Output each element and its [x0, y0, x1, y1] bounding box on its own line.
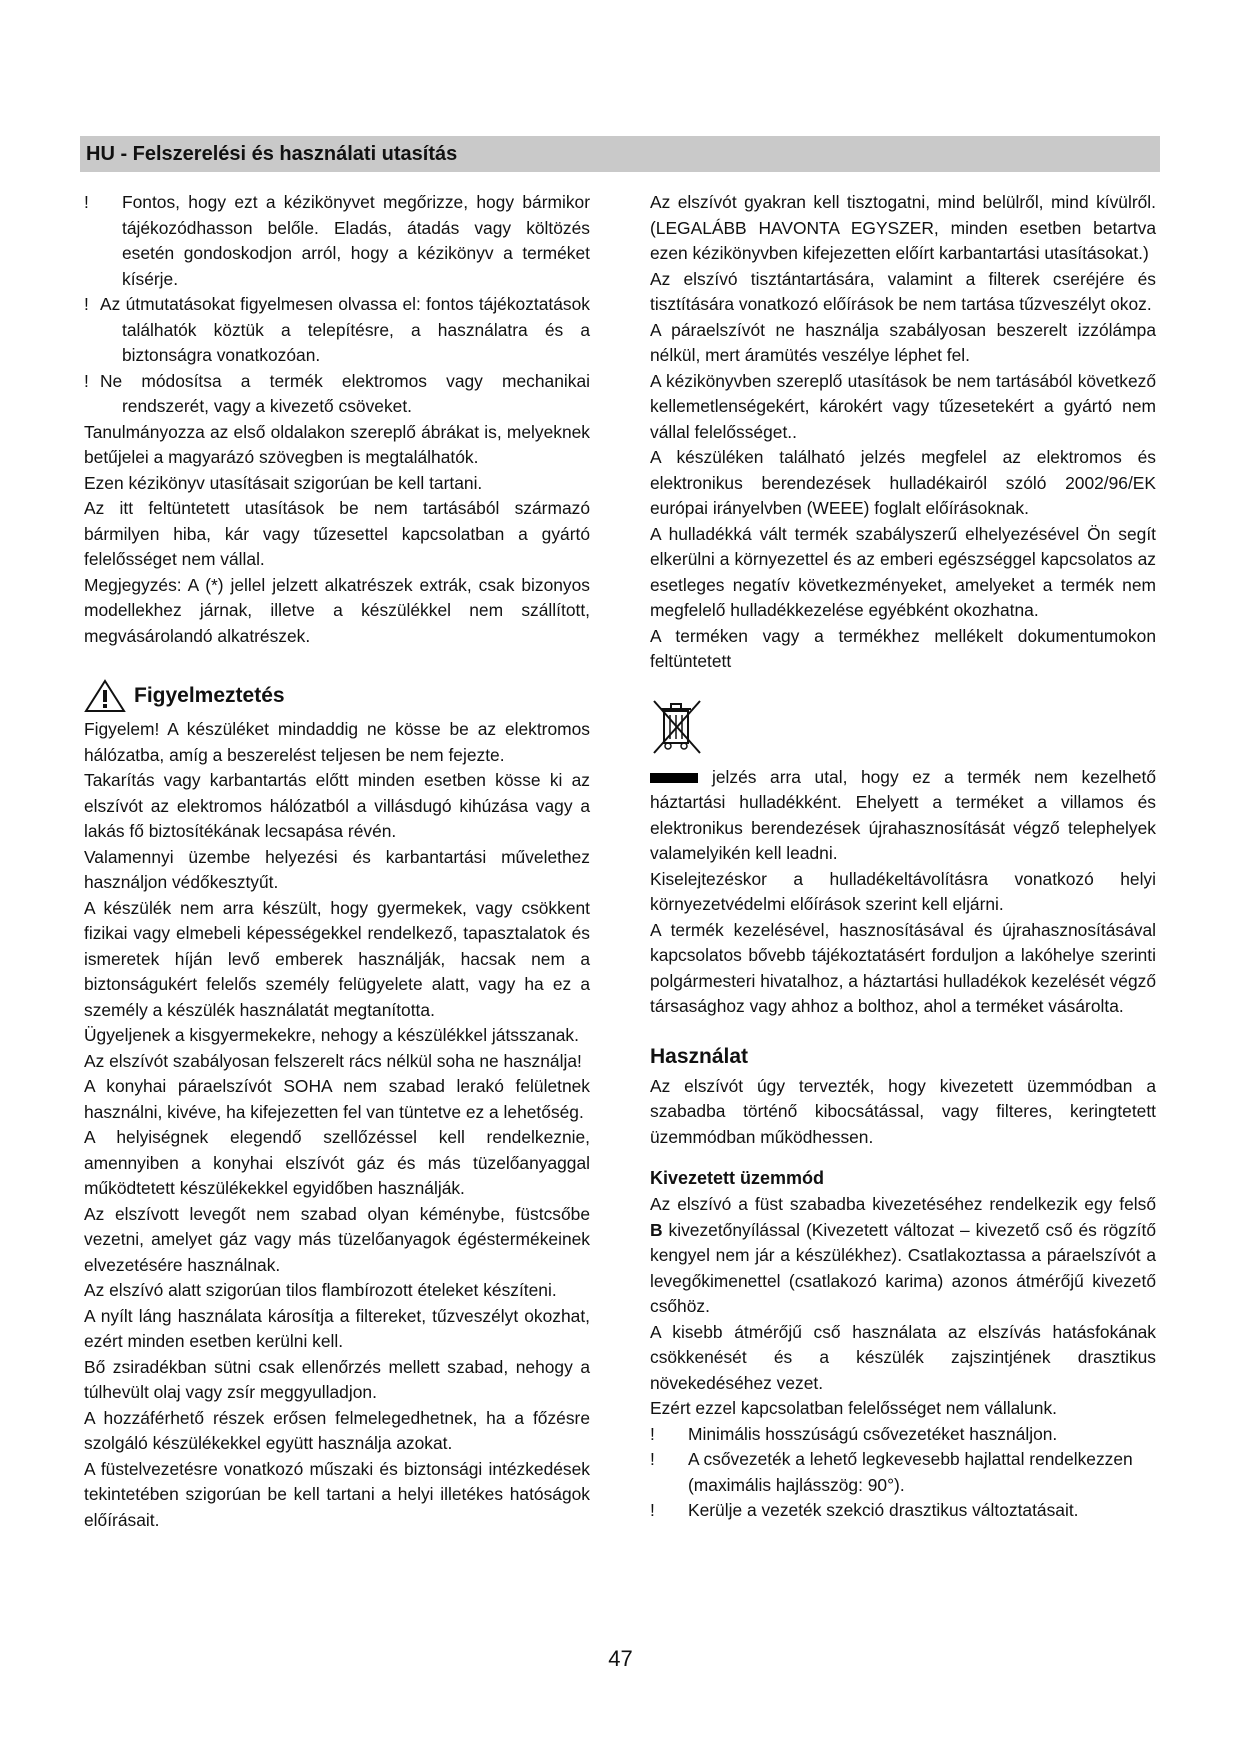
- paragraph: Ügyeljenek a kisgyermekekre, nehogy a készülékkel játsszanak.: [84, 1025, 579, 1045]
- paragraph: A helyiségnek elegendő szellőzéssel kell rendelkeznie, amennyiben a konyhai elszívót gáz és más tüzelőanyaggal működtetett készülékekkel egyidőben használják.: [84, 1127, 590, 1198]
- paragraph: A termék kezelésével, hasznosításával és újrahasznosításával kapcsolatos bővebb tájékoztatásért forduljon a lakóhelye szerinti polgármesteri hivatalhoz, a háztartási hulladékok kezelését végző társasághoz vagy ahhoz a bolthoz, ahol a terméket vásárolta.: [650, 919, 1156, 1016]
- ducted-post: kivezetőnyílással (Kivezetett változat – kivezető cső és rögzítő kengyel nem jár a készülékhez). Csatlakoztassa a páraelszívót a levegőkimenettel (csatlakozó karima) azonos átmérőjű kivezető csőhöz.: [650, 1219, 1156, 1316]
- usage-heading: Használat: [650, 1044, 749, 1068]
- paragraph: Az elszívó tisztántartására, valamint a filterek cseréjére és tisztítására vonatkozó előírások be nem tartása tűzveszélyt okoz.: [650, 268, 1156, 314]
- page-title: HU - Felszerelési és használati utasítás: [86, 143, 458, 165]
- paragraph: A füstelvezetésre vonatkozó műszaki és biztonsági intézkedések tekintetében szigorúan be kell tartani a helyi illetékes hatóságok előírásait.: [84, 1458, 590, 1530]
- paragraph: Az elszívott levegőt nem szabad olyan kéménybe, füstcsőbe vezetni, amelyet gáz vagy más tüzelőanyagok égéstermékeinek elvezetésére használnak.: [84, 1203, 590, 1275]
- warning-heading: [84, 679, 590, 713]
- bullet-item: [650, 1447, 1156, 1498]
- left-column: [84, 190, 590, 1533]
- paragraph: Takarítás vagy karbantartás előtt minden esetben kösse ki az elszívót az elektromos hálózatból a villásdugó kihúzása vagy a lakás fő biztosítékának lecsapása révén.: [84, 770, 590, 841]
- bullet-mark: !: [84, 294, 89, 314]
- weee-symbol: [650, 697, 1156, 757]
- paragraph: Az elszívót szabályosan felszerelt rács nélkül soha ne használja!: [84, 1050, 582, 1071]
- paragraph: Az elszívót úgy tervezték, hogy kivezetett üzemmódban a szabadba történő kibocsátással, vagy filteres, keringtetett üzemmódban működhessen.: [650, 1075, 1156, 1147]
- paragraph: Figyelem! A készüléket mindaddig ne kösse be az elektromos hálózatba, amíg a beszerelést teljesen be nem fejezte.: [84, 719, 590, 765]
- paragraph: Tanulmányozza az első oldalakon szereplő ábrákat is, melyeknek betűjelei a magyarázó szövegben is megtalálhatók.: [84, 421, 590, 467]
- bullet-mark: !: [650, 1423, 655, 1444]
- right-column: [650, 190, 1156, 1524]
- paragraph: Az itt feltüntetett utasítások be nem tartásából származó bármilyen hiba, kár vagy tűzesettel kapcsolatban a gyártó felelősséget nem vállal.: [84, 498, 590, 569]
- paragraph: Kiselejtezéskor a hulladékeltávolításra vonatkozó helyi környezetvédelmi előírások szerint kell eljárni.: [650, 868, 1156, 914]
- paragraph: Ezért ezzel kapcsolatban felelősséget nem vállalunk.: [650, 1398, 1057, 1418]
- bullet-text: A csővezeték a lehető legkevesebb hajlattal rendelkezzen (maximális hajlásszög: 90°).: [688, 1449, 1133, 1495]
- paragraph: A készüléken található jelzés megfelel az elektromos és elektronikus berendezések hulladékairól szóló 2002/96/EK európai irányelvben (WEEE) foglalt előírásoknak.: [650, 447, 1156, 518]
- warning-triangle-icon: [84, 679, 126, 713]
- bullet-list: [650, 1422, 1156, 1524]
- ducted-heading: Kivezetett üzemmód: [650, 1168, 825, 1188]
- bullet-text: Fontos, hogy ezt a kézikönyvet megőrizze, hogy bármikor tájékozódhasson belőle. Eladás, átadás vagy költözés esetén gondoskodjon arról, hogy a kézikönyv a terméket kísérje.: [122, 192, 590, 289]
- ducted-pre: Az elszívó a füst szabadba kivezetéséhez rendelkezik egy felső: [650, 1194, 1156, 1214]
- black-bar-icon: [650, 773, 698, 783]
- paragraph: A készülék nem arra készült, hogy gyermekek, vagy csökkent fizikai vagy elmebeli képességekkel rendelkező, tapasztalatok és ismeretek híján levő emberek használják, hacsak nem a biztonságukért felelős személy felügyelete alatt, vagy ha ez a személy a készülék használatát megtanította.: [84, 897, 590, 1020]
- paragraph: A kézikönyvben szereplő utasítások be nem tartásából következő kellemetlenségekért, károkért vagy tűzesetekért a gyártó nem vállal felelősséget..: [650, 370, 1156, 442]
- bullet-item: [650, 1422, 1156, 1448]
- paragraph: A nyílt láng használata károsítja a filtereket, tűzveszélyt okozhat, ezért minden esetben kerülni kell.: [84, 1305, 590, 1351]
- paragraph: A hozzáférhető részek erősen felmelegedhetnek, ha a főzésre szolgáló készülékekkel együtt használja azokat.: [84, 1407, 590, 1453]
- paragraph: A páraelszívót ne használja szabályosan beszerelt izzólámpa nélkül, mert áramütés veszélye léphet fel.: [650, 319, 1156, 365]
- bullet-mark: !: [84, 192, 89, 212]
- paragraph: A terméken vagy a termékhez mellékelt dokumentumokon feltüntetett: [650, 625, 1156, 671]
- bullet-text: Az útmutatásokat figyelmesen olvassa el: fontos tájékoztatások találhatók köztük a telepítésre, a használatra és a biztonságra vonatkozóan.: [100, 294, 590, 365]
- bullet-mark: !: [84, 370, 89, 391]
- paragraph: Valamennyi üzembe helyezési és karbantartási művelethez használjon védőkesztyűt.: [84, 846, 590, 892]
- weee-paragraph: [650, 765, 1156, 867]
- paragraph: A konyhai páraelszívót SOHA nem szabad lerakó felületnek használni, kivéve, ha kifejezetten fel van tüntetve ez a lehetőség.: [84, 1076, 590, 1122]
- bullet-item: [84, 190, 590, 292]
- bullet-item: [650, 1498, 1156, 1524]
- weee-text: jelzés arra utal, hogy ez a termék nem kezelhető háztartási hulladékként. Ehelyett a terméket a villamos és elektronikus berendezések újrahasznosítását végző telephelyek valamelyikén kell leadni.: [650, 766, 1156, 863]
- paragraph: Megjegyzés: A (*) jellel jelzett alkatrészek extrák, csak bizonyos modellekhez járnak, illetve a készülékkel nem szállított, megvásárolandó alkatrészek.: [84, 574, 590, 646]
- page-number: 47: [608, 1646, 633, 1671]
- paragraph: Az elszívó alatt szigorúan tilos flambírozott ételeket készíteni.: [84, 1280, 557, 1300]
- paragraph: A kisebb átmérőjű cső használata az elszívás hatásfokának csökkenését és a készülék zajszintjének drasztikus növekedéséhez vezet.: [650, 1321, 1156, 1393]
- bullet-text: Kerülje a vezeték szekció drasztikus változtatásait.: [688, 1500, 1079, 1520]
- paragraph: Ezen kézikönyv utasításait szigorúan be kell tartani.: [84, 472, 483, 493]
- header-bar: [80, 136, 1160, 172]
- ducted-bold-letter: B: [650, 1219, 663, 1240]
- bullet-item: [84, 369, 590, 420]
- bullet-mark: !: [650, 1500, 655, 1520]
- bullet-text: Minimális hosszúságú csővezetéket használjon.: [688, 1423, 1058, 1444]
- paragraph: Bő zsiradékban sütni csak ellenőrzés mellett szabad, nehogy a túlhevült olaj vagy zsír meggyulladjon.: [84, 1356, 590, 1402]
- ducted-paragraph: [650, 1192, 1156, 1320]
- paragraph: A hulladékká vált termék szabályszerű elhelyezésével Ön segít elkerülni a környezettel és az emberi egészséggel kapcsolatos az esetleges negatív következményeket, amelyeket a termék nem megfelelő hulladékkezelése egyébként okozhatna.: [650, 523, 1156, 620]
- crossed-bin-icon: [650, 697, 704, 757]
- bullet-item: [84, 292, 590, 369]
- paragraph: Az elszívót gyakran kell tisztogatni, mind belülről, mind kívülről. (LEGALÁBB HAVONTA EGYSZER, minden esetben betartva ezen kézikönyvben kifejezetten előírt karbantartási utasításokat.): [650, 192, 1156, 263]
- bullet-text: Ne módosítsa a termék elektromos vagy mechanikai rendszerét, vagy a kivezető csöveket.: [100, 370, 590, 416]
- bullet-mark: !: [650, 1449, 655, 1469]
- warning-title: Figyelmeztetés: [134, 684, 285, 708]
